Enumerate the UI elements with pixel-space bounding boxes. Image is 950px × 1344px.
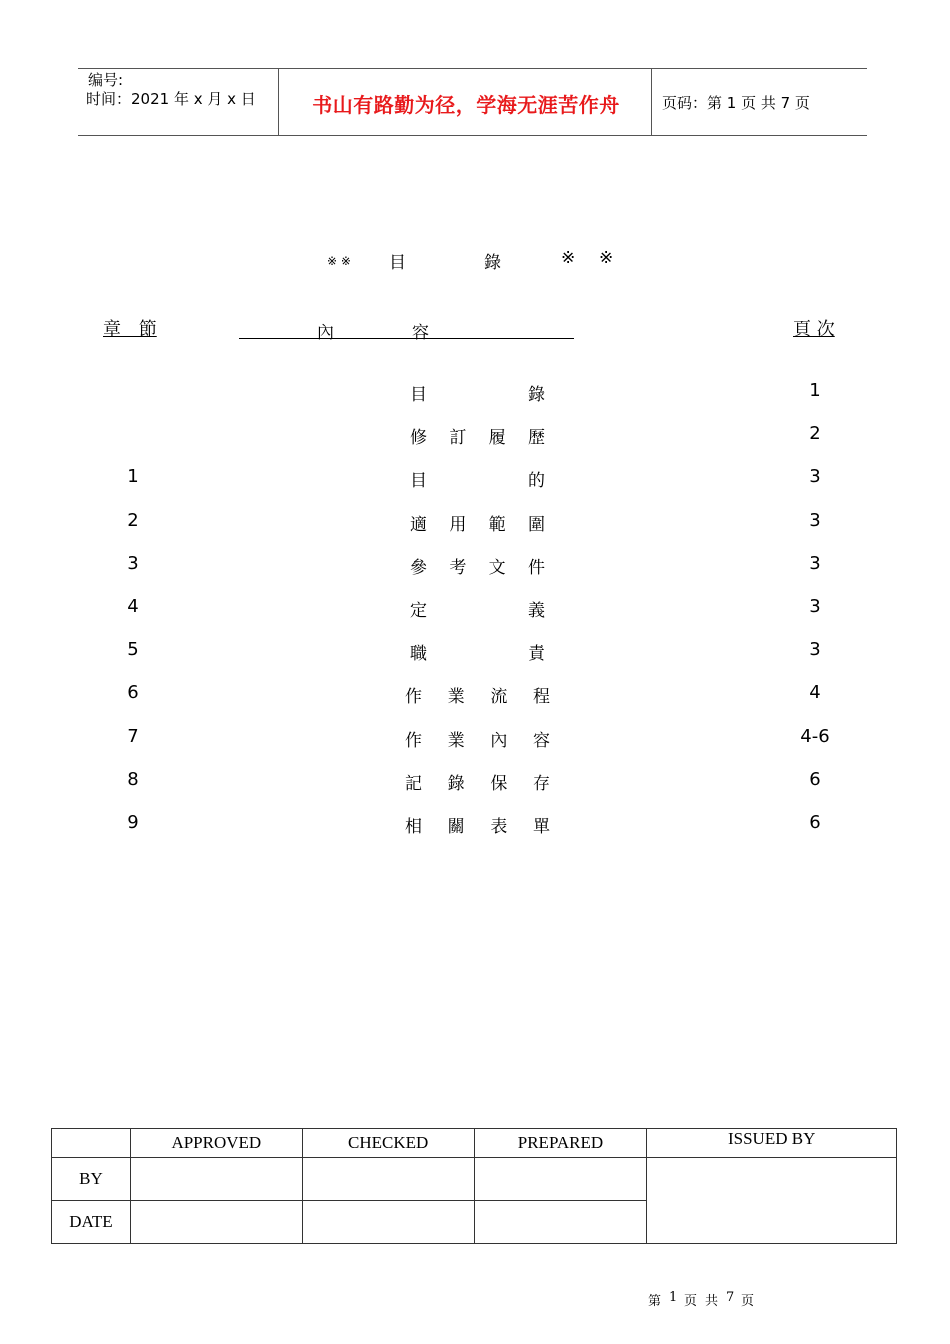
toc-row [0, 769, 950, 799]
toc-title-char: 單 [532, 817, 550, 837]
issued-by-header: ISSUED BY [647, 1129, 897, 1158]
toc-title-char: 業 [447, 687, 465, 708]
toc-page-number: 4-6 [800, 725, 830, 747]
toc-row [0, 553, 950, 583]
column-content [239, 318, 574, 343]
toc-section-title [410, 380, 545, 405]
doc-code-label: 编号: [88, 71, 124, 89]
toc-page-number: 4 [809, 682, 821, 704]
toc-title-char: 存 [532, 773, 550, 794]
toc-title-char: 的 [528, 471, 545, 492]
column-content-char-1: 內 [317, 323, 334, 343]
toc-title-char: 業 [447, 730, 465, 751]
toc-title-char: 用 [449, 514, 467, 535]
checked-header: CHECKED [302, 1129, 474, 1158]
toc-section-title [405, 726, 550, 751]
toc-row [0, 682, 950, 712]
prepared-by-cell[interactable] [474, 1158, 647, 1201]
toc-title-char: 容 [532, 730, 550, 751]
footer-di: 第 [648, 1294, 662, 1309]
approved-header: APPROVED [130, 1129, 302, 1158]
toc-title-char: 件 [527, 557, 545, 578]
title-char-2: 錄 [484, 253, 501, 273]
toc-title-char: 表 [490, 817, 508, 837]
approved-date-cell[interactable] [130, 1201, 302, 1244]
toc-title-char: 參 [410, 557, 427, 578]
toc-section-title [410, 596, 545, 621]
header-divider-left [278, 68, 279, 136]
toc-chapter-number: 1 [127, 466, 139, 488]
toc-title-char: 相 [405, 817, 422, 837]
toc-title-char: 作 [405, 730, 422, 751]
toc-chapter-number: 8 [127, 768, 139, 790]
toc-section-title [410, 423, 545, 448]
toc-title-char: 修 [410, 428, 427, 449]
footer-ye-2: 页 [741, 1294, 755, 1309]
toc-title-char: 適 [410, 514, 427, 535]
toc-title-char: 義 [528, 601, 545, 621]
header-slogan: 书山有路勤为径，学海无涯苦作舟 [312, 93, 620, 117]
toc-row [0, 726, 950, 756]
toc-title-char: 保 [490, 773, 508, 794]
title-mark-3: ※ [561, 248, 576, 268]
approval-table [51, 1128, 897, 1244]
prepared-date-cell[interactable] [474, 1201, 647, 1244]
checked-date-cell[interactable] [302, 1201, 474, 1244]
toc-page-number: 3 [809, 466, 821, 488]
toc-row [0, 596, 950, 626]
footer-gong: 共 [705, 1294, 719, 1309]
header-page-info: 页码：第 1 页 共 7 页 [662, 94, 810, 112]
toc-page-number: 6 [809, 812, 821, 833]
title-char-1: 目 [389, 253, 406, 273]
toc-title-char: 內 [490, 730, 508, 751]
toc-title-char: 定 [410, 601, 427, 621]
column-chapter: 章 節 [103, 319, 157, 340]
toc-section-title [410, 639, 545, 664]
toc-section-title [405, 682, 550, 707]
toc-section-title [405, 812, 550, 837]
toc-title-char: 範 [488, 514, 506, 535]
toc-row [0, 510, 950, 540]
toc-section-title [410, 510, 545, 535]
footer-ye-1: 页 [684, 1294, 698, 1309]
toc-page-number: 6 [809, 768, 821, 790]
toc-title-char: 錄 [447, 773, 465, 794]
footer-total: 7 [726, 1290, 735, 1305]
toc-row [0, 466, 950, 496]
toc-chapter-number: 5 [127, 639, 139, 661]
column-page: 頁 次 [793, 319, 835, 340]
toc-title-char: 文 [488, 557, 506, 578]
toc-row [0, 380, 950, 410]
toc-chapter-number: 4 [127, 596, 139, 617]
toc-title-char: 責 [528, 644, 545, 665]
toc-page-number: 3 [809, 639, 821, 661]
toc-section-title [410, 466, 545, 491]
toc-chapter-number: 2 [127, 509, 139, 531]
header-top-rule [78, 68, 867, 69]
toc-page-number: 3 [809, 596, 821, 617]
toc-row [0, 639, 950, 669]
approved-by-cell[interactable] [130, 1158, 302, 1201]
toc-title-char: 訂 [449, 428, 467, 449]
by-label: BY [52, 1158, 131, 1201]
toc-title-char: 程 [532, 687, 550, 708]
toc-page-number: 3 [809, 552, 821, 574]
doc-date-label: 时间：2021 年 x 月 x 日 [86, 90, 256, 108]
approval-corner-cell [52, 1129, 131, 1158]
toc-row [0, 423, 950, 453]
title-left-marks: ※ ※ [327, 254, 351, 268]
toc-title-char: 作 [405, 687, 422, 708]
toc-page-number: 2 [809, 423, 821, 445]
toc-title-char: 流 [490, 687, 508, 708]
toc-title-char: 目 [410, 385, 427, 405]
title-mark-4: ※ [599, 248, 614, 268]
toc-chapter-number: 3 [127, 552, 139, 574]
toc-title-char: 圍 [527, 514, 545, 535]
toc-section-title [405, 769, 550, 794]
header-bottom-rule [78, 135, 867, 136]
toc-title-char: 目 [410, 471, 427, 492]
toc-page-number: 1 [809, 380, 821, 401]
toc-chapter-number: 6 [127, 682, 139, 704]
toc-row [0, 812, 950, 842]
toc-page-number: 3 [809, 509, 821, 531]
toc-title-char: 記 [405, 773, 422, 794]
footer-page-number: 1 [669, 1290, 678, 1305]
toc-chapter-number: 9 [127, 812, 139, 833]
toc-title-char: 履 [488, 428, 506, 449]
checked-by-cell[interactable] [302, 1158, 474, 1201]
toc-title-char: 關 [447, 817, 465, 837]
issued-by-cell[interactable] [647, 1158, 897, 1244]
toc-title-char: 職 [410, 644, 427, 665]
toc-title-char: 錄 [528, 385, 545, 405]
toc-section-title [410, 553, 545, 578]
toc-chapter-number: 7 [127, 725, 139, 747]
toc-title-char: 考 [449, 557, 467, 578]
date-label: DATE [52, 1201, 131, 1244]
column-content-char-2: 容 [412, 323, 429, 343]
toc-title-char: 歷 [527, 428, 545, 449]
prepared-header: PREPARED [474, 1129, 647, 1158]
